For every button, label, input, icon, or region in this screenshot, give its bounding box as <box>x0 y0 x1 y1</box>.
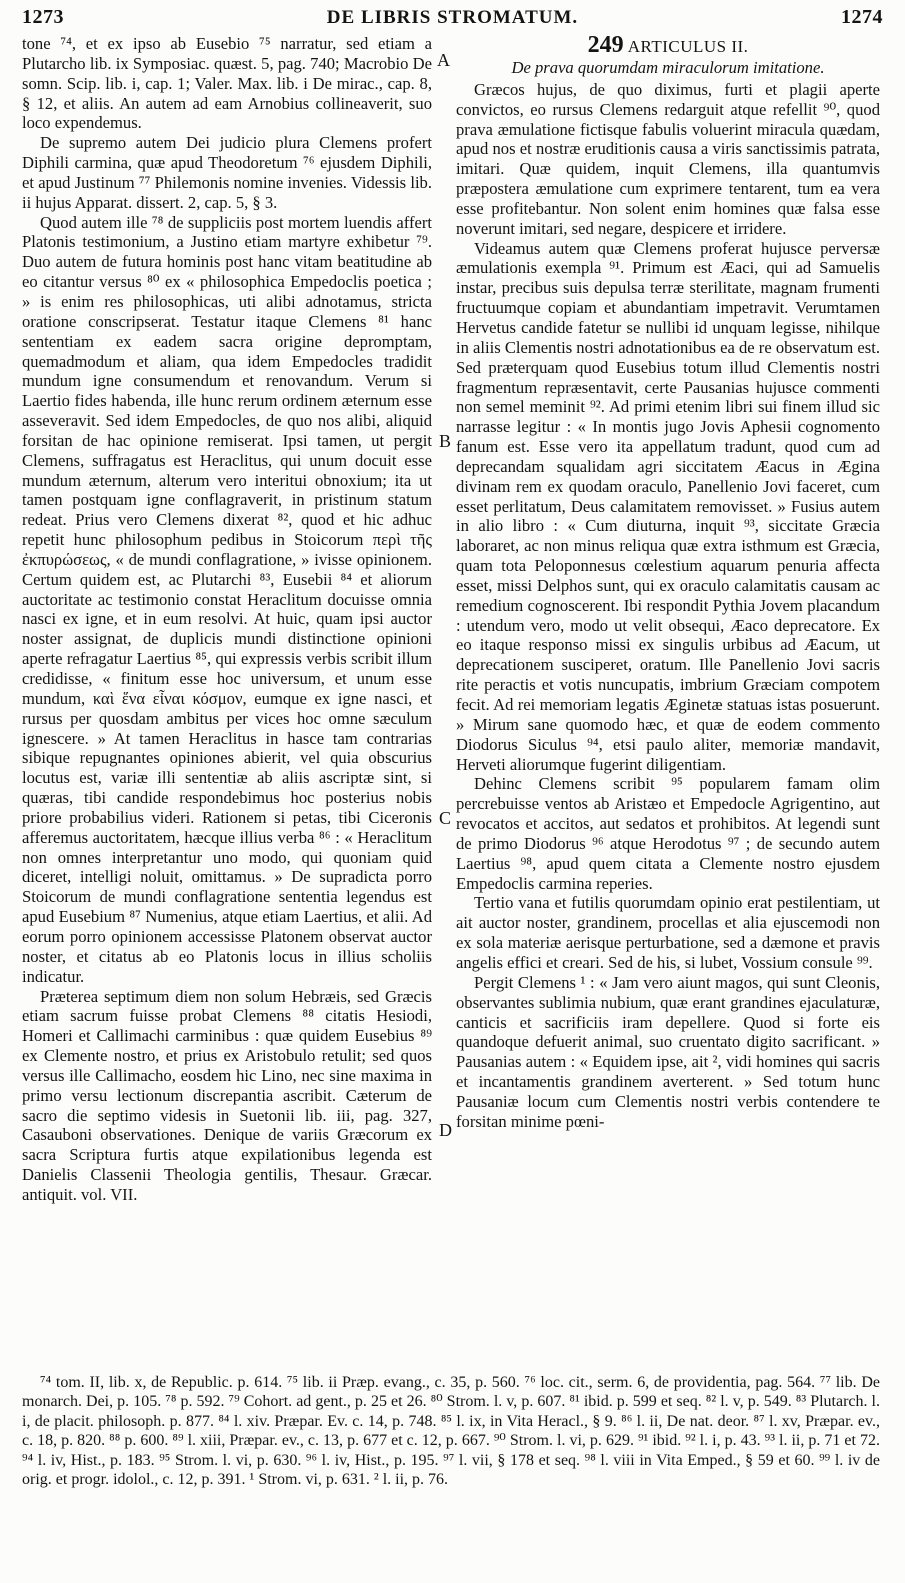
margin-marker-d: D <box>439 1120 452 1140</box>
left-paragraph: tone ⁷⁴, et ex ipso ab Eusebio ⁷⁵ narratur, sed etiam a Plutarcho lib. ix Symposiac. quæst. 5, pag. 740; Macrobio De somn. Scip. lib. i, cap. 1; Valer. Max. lib. i De mirac., cap. 8, § 12, et aliis. An autem ad eam Arnobius collineaverit, suo loco expendemus. <box>22 34 432 133</box>
right-paragraph: Dehinc Clemens scribit ⁹⁵ popularem famam olim percrebuisse ventos ab Aristæo et Empedocle Agrigentino, aut revocatos et accitos, aut sedatos et prohibitos. At legendi sunt de primo Diodorus ⁹⁶ atque Herodotus ⁹⁷ ; de secundo autem Laertius ⁹⁸, apud quem citata a Clemente nostro ejusdem Empedoclis carmina reperies. <box>456 774 880 893</box>
right-paragraph: Græcos hujus, de quo diximus, furti et plagii aperte convictos, eo rursus Clemens redarguit atque refellit ⁹⁰, quod prava æmulatione fictisque fabulis voluerint miracula quædam, apud nos et nostræ eruditionis causa a viris sanctissimis patrata, imitari. Quæ quidem, inquit Clemens, illa quantumvis præpostera æmulatione cum exprimere tentarent, tum ea vera esse profitebantur. Non solent enim homines quæ falsa esse noverunt imitari, sed negare, despicere et irridere. <box>456 79 880 238</box>
margin-marker-b: B <box>439 431 452 451</box>
article-subtitle: De prava quorumdam miraculorum imitatione. <box>511 58 825 77</box>
running-title: DE LIBRIS STROMATUM. <box>326 7 579 28</box>
page-number-left: 1273 <box>22 6 64 28</box>
footnote-text: ⁷⁴ tom. II, lib. x, de Republic. p. 614. ⁷⁵ lib. ii Præp. evang., c. 35, p. 560. ⁷⁶ loc. cit., serm. 6, de providentia, pag. 564. ⁷⁷ lib. De monarch. Dei, p. 105. ⁷⁸ p. 592. ⁷⁹ Cohort. ad gent., p. 25 et 26. ⁸⁰ Strom. l. v, p. 607. ⁸¹ ibid. p. 599 et seq. ⁸² l. v, p. 549. ⁸³ Plutarch. l. i, de placit. philosoph. p. 877. ⁸⁴ l. xiv. Præpar. Ev. c. 14, p. 748. ⁸⁵ l. ix, in Vita Heracl., § 9. ⁸⁶ l. ii, De nat. deor. ⁸⁷ l. xv, Præpar. ev., c. 18, p. 820. ⁸⁸ p. 600. ⁸⁹ l. xiii, Præpar. ev., c. 13, p. 677 et c. 12, p. 667. ⁹⁰ Strom. l. vi, p. 629. ⁹¹ ibid. ⁹² l. i, p. 43. ⁹³ l. ii, p. 71 et 72. ⁹⁴ l. iv, Hist., p. 183. ⁹⁵ Strom. l. vi, p. 630. ⁹⁶ l. iv, Hist., p. 195. ⁹⁷ l. vii, § 178 et seq. ⁹⁸ l. viii in Vita Emped., § 59 et 60. ⁹⁹ l. iv de orig. et progr. idolol., c. 12, p. 391. ¹ Strom. vi, p. 631. ² l. ii, p. 76. <box>22 1374 880 1489</box>
article-title: ARTICULUS II. <box>627 37 749 56</box>
margin-marker-a: A <box>437 50 450 70</box>
right-paragraph: Videamus autem quæ Clemens proferat hujusce perversæ æmulationis exempla ⁹¹. Primum est Æaci, qui ad Samuelis instar, precibus suis depulsa terræ sterilitate, magnam frumenti fructuumque copiam et abundantiam impetravit. Verumtamen Hervetus candide fatetur se nullibi id unquam legisse, nihilque in aliis Clementis nostri adnotationibus ea de re observatum est. Sed præterquam quod Eusebius totum illud Clementis nostri fragmentum repræsentavit, certe Pausanias hujusce commenti non semel meminit ⁹². Ad primi etenim libri sui finem illud sic narrasse legitur : « In montis jugo Jovis Aphesii cognomento fanum est. Esse vero ita appellatum tradunt, quod cum ad deprecandam squalidam agri siccitatem Æacus in Ægina divinam rem ex quodam oraculo, Panellenio Jovi faceret, cum esset perlitatum, Deus calamitatem removisset. » Fusius autem in alio libro : « Cum diuturna, inquit ⁹³, siccitate Græcia laboraret, ac non minus reliqua quæ extra isthmum est Græcia, quam tota Peloponnesus cœlestium aquarum penuria affecta esset, missi Delphos sunt, qui ex oraculo calamitatis causam ac remedium cognoscerent. Ibi respondit Pythia Jovem placandum : utendum vero, modo ut velit obsequi, Æaco deprecatore. Ex eo itaque responso missi ex singulis urbibus ad Æacum, ut deprecationem susciperet, oratum. Ille Panellenio Jovi sacris rite peractis et votis nuncupatis, imbrium Græciam compotem fecit. Ad rei memoriam legatis Æginetæ statuas istas posuerunt. » Mirum sane quomodo hæc, et quæ de eodem commento Diodorus Siculus ⁹⁴, etsi paulo aliter, memoriæ mandavit, Herveti aliorumque fugerint diligentiam. <box>456 238 880 774</box>
footnotes <box>22 1373 880 1489</box>
right-paragraph: Pergit Clemens ¹ : « Jam vero aiunt magos, qui sunt Cleonis, observantes sublimia nubium, quæ erant grandines ejaculaturæ, canticis et sacrificiis iram depellere. Quod si forte eis quandoque defuerit animal, suo cruentato digito sacrificant. » Pausanias autem : « Equidem ipse, ait ², vidi homines qui sacris et incantamentis grandinem averterent. » Sed totum hunc Pausaniæ locum cum Clementis nostri verbis contendere te forsitan minime pœni- <box>456 972 880 1131</box>
left-paragraph: Præterea septimum diem non solum Hebræis, sed Græcis etiam sacrum fuisse probat Clemens ⁸⁸ citatis Hesiodi, Homeri et Callimachi carminibus : quæ quidem Eusebius ⁸⁹ ex Clemente nostro, et prius ex Aristobulo retulit; sed quos versus ille Callimacho, eosdem hic Lino, nec sine maxima in primo versu lectionum discrepantia ascribit. Cæterum de sacro die septimo videsis in Suetonii lib. iii, pag. 327, Casauboni observationes. Denique de variis Græcorum ex sacra Scriptura furtis atque expilationibus legenda est Danielis Classenii Theologia gentilis, Thesaur. Græcar. antiquit. vol. VII. <box>22 986 432 1204</box>
left-paragraph: De supremo autem Dei judicio plura Clemens profert Diphili carmina, quæ apud Theodoretum ⁷⁶ ejusdem Diphili, et apud Justinum ⁷⁷ Philemonis nomine invenies. Videssis lib. ii hujus Apparat. dissert. 2, cap. 5, § 3. <box>22 133 432 212</box>
right-column <box>456 34 880 1132</box>
page-number-right: 1274 <box>840 6 883 28</box>
left-paragraph: Quod autem ille ⁷⁸ de suppliciis post mortem luendis affert Platonis testimonium, a Justino etiam martyre exhibetur ⁷⁹. Duo autem de futura hominis post hanc vitam beatitudine ab eo citantur versus ⁸⁰ ex « philosophica Empedoclis poetica ; » is enim res philosophicas, uti alibi adnotamus, stricta oratione conscripserat. Testatur itaque Clemens ⁸¹ hanc sententiam ex eadem sacra origine depromptam, quemadmodum et aliam, qua idem Empedocles tradidit mundum igne consumendum et renovandum. Verum si Laertio fides habenda, ille hunc rerum ordinem æternum esse asseveravit. Sed idem Empedocles, de quo nos alibi, aliquid forsitan de hac opinione remiserat. Ipsi tamen, ut pergit Clemens, suffragatus est Heraclitus, qui unum docuit esse mundum æternum, alterum vero interitui obnoxium; ita ut tamen postquam igne conflagraverit, in pristinum statum redeat. Prius vero Clemens dixerat ⁸², quod et hic adhuc repetit hunc philosophum pedibus in Stoicorum περὶ τῆς ἐκπυρώσεως, « de mundi conflagratione, » ivisse opinionem. Certum quidem est, ac Plutarchi ⁸³, Eusebii ⁸⁴ et aliorum auctoritate ac testimonio constat Heraclitum docuisse omnia nasci ex igne, et in eum resolvi. At huic, quam ipsi auctor noster assignat, de duplicis mundi distinctione opinioni aperte refragatur Laertius ⁸⁵, qui expressis verbis scribit illum credidisse, « finitum esse hoc universum, et unum esse mundum, καὶ ἕνα εἶναι κόσμον, eumque ex igne nasci, et rursus per quosdam ambitus per vices hoc omne sæculum ignescere. » At tamen Heraclitus in hasce tam contrarias sibique repugnantes opiniones abierit, vel quia obscurius locutus est, variæ illi sententiæ ab aliis ascriptæ sint, si quæras, tibi candide respondebimus hoc posterius nobis priore probabilius videri. Rationem si petas, tibi Ciceronis afferemus auctoritatem, hæcque illius verba ⁸⁶ : « Heraclitum non omnes interpretantur uno modo, qui quoniam quid diceret, intelligi noluit, omittamus. » De supradicta porro Stoicorum de mundi conflagratione sententia legendus est apud Eusebium ⁸⁷ Numenius, atque etiam Laertius, et alii. Ad eorum porro opinionem accessisse Platonem observat auctor noster, et citatus ab eo Platonis locus in illius scholiis indicatur. <box>22 212 432 986</box>
left-column <box>22 34 432 1205</box>
right-paragraph: Tertio vana et futilis quorumdam opinio erat pestilentiam, ut ait auctor noster, grandinem, procellas et alia ejuscemodi non ex sola materiæ aerisque perturbatione, sed a dæmone et pravis angelis effici et creari. Sed de his, si lubet, Vossium consule ⁹⁹. <box>456 893 880 972</box>
page-header <box>22 6 883 32</box>
margin-marker-c: C <box>439 808 452 828</box>
article-heading <box>456 34 880 58</box>
article-number: 249 <box>587 32 624 58</box>
